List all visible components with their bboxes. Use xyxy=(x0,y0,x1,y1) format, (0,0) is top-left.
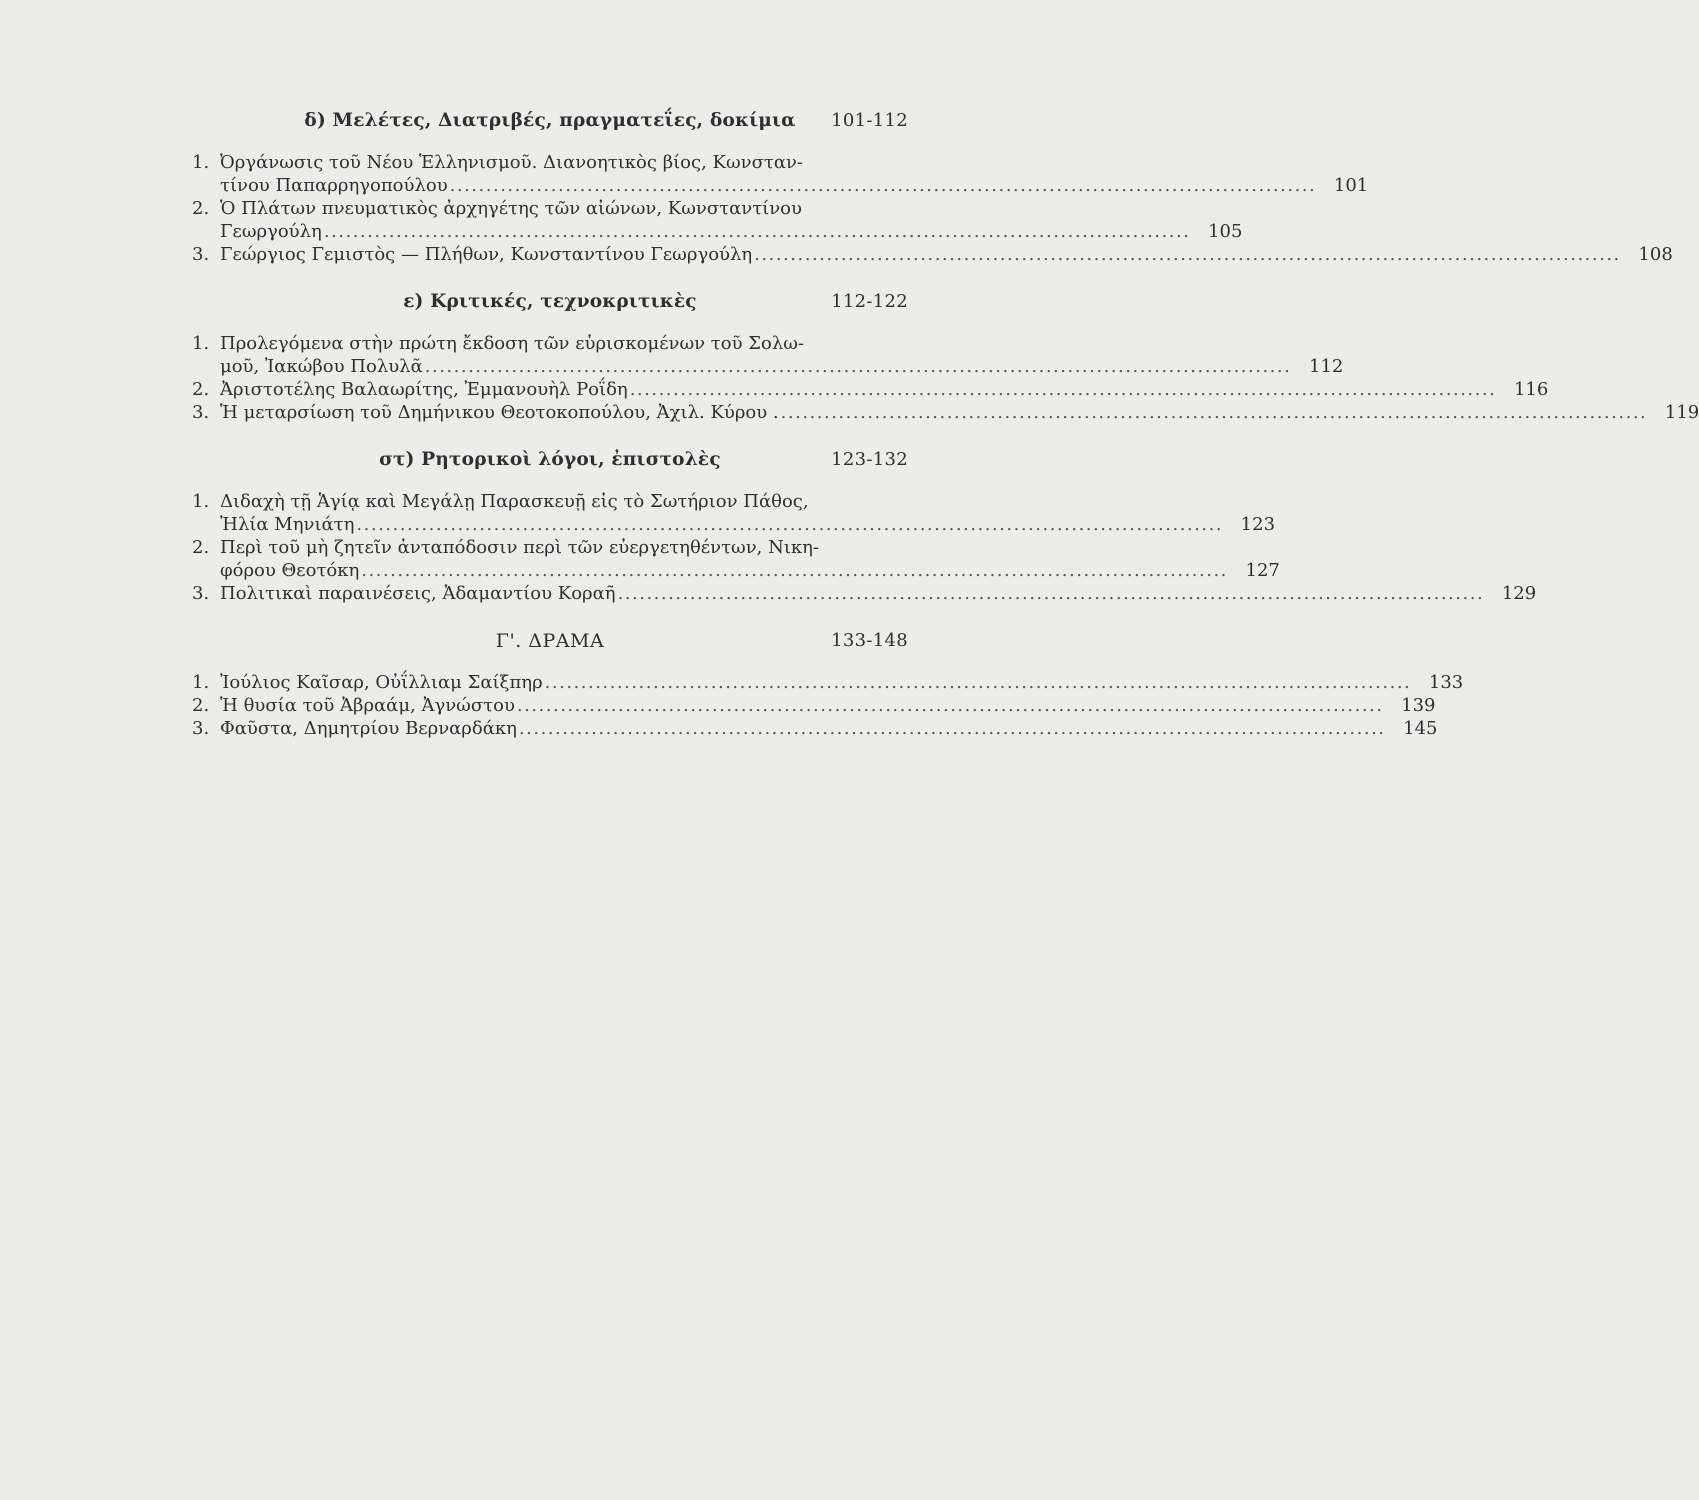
dot-leader: ........................................................................................................................ xyxy=(424,356,1292,377)
entry-number: 1. xyxy=(192,333,210,354)
toc-entry xyxy=(192,243,1673,266)
entry-page-number: 116 xyxy=(1513,379,1549,400)
entry-title-end: Ἀριστοτέλης Βαλαωρίτης, Ἐμμανουὴλ Ροΐδη xyxy=(220,379,628,400)
entry-number: 3. xyxy=(192,402,210,423)
entry-title-end: Φαῦστα, Δημητρίου Βερναρδάκη xyxy=(220,718,517,739)
dot-leader: ........................................................................................................................ xyxy=(617,583,1485,604)
toc-entry xyxy=(192,536,1280,582)
entry-title-end: Ἰούλιος Καῖσαρ, Οὐΐλλιαμ Σαίξπηρ xyxy=(220,672,543,693)
dot-leader: ........................................................................................................................ xyxy=(629,379,1497,400)
entry-number: 3. xyxy=(192,583,210,604)
entry-number: 1. xyxy=(192,491,210,512)
entry-title-end: μοῦ, Ἰακώβου Πολυλᾶ xyxy=(220,356,423,377)
entry-title-line: Διδαχὴ τῇ Ἁγίᾳ καὶ Μεγάλῃ Παρασκευῇ εἰς τὸ Σωτήριον Πάθος, xyxy=(220,491,809,512)
toc-entry xyxy=(192,401,1699,424)
section-header xyxy=(192,444,908,476)
dot-leader: ........................................................................................................................ xyxy=(516,695,1384,716)
entry-page-number: 127 xyxy=(1245,560,1280,581)
section-header xyxy=(192,625,908,657)
toc-entry xyxy=(192,332,1344,378)
table-of-contents xyxy=(192,105,1699,760)
section-header xyxy=(192,286,908,318)
section-title: ε) Κριτικές, τεχνοκριτικὲς xyxy=(403,291,697,312)
entry-title-line: Περὶ τοῦ μὴ ζητεῖν ἀνταπόδοσιν περὶ τῶν εὐεργετηθέντων, Νικη- xyxy=(220,537,820,558)
entry-title-line: Ὀργάνωσις τοῦ Νέου Ἑλληνισμοῦ. Διανοητικὸς βίος, Κωνσταν- xyxy=(220,152,804,173)
entry-page-number: 133 xyxy=(1428,672,1464,693)
entry-title-line: Προλεγόμενα στὴν πρώτη ἔκδοση τῶν εὑρισκομένων τοῦ Σολω- xyxy=(220,333,804,354)
entry-title-end: Ἡ θυσία τοῦ Ἀβραάμ, Ἀγνώστου xyxy=(220,695,515,716)
toc-entry xyxy=(192,151,1369,197)
section-title: δ) Μελέτες, Διατριβές, πραγματεΐες, δοκίμια xyxy=(304,110,796,131)
section-header xyxy=(192,105,908,137)
entry-number: 3. xyxy=(192,718,210,739)
entry-page-number: 139 xyxy=(1401,695,1436,716)
dot-leader: ........................................................................................................................ xyxy=(780,402,1648,423)
toc-section xyxy=(192,286,1699,424)
dot-leader: ........................................................................................................................ xyxy=(754,244,1621,265)
dot-leader: ........................................................................................................................ xyxy=(323,221,1191,242)
dot-leader: ........................................................................................................................ xyxy=(361,560,1228,581)
toc-entry xyxy=(192,582,1537,605)
toc-entry xyxy=(192,694,1436,717)
toc-entry xyxy=(192,671,1464,694)
section-page-range: 112-122 xyxy=(831,291,908,312)
section-title: Γ'. ΔΡΑΜΑ xyxy=(495,630,605,652)
entry-page-number: 145 xyxy=(1403,718,1438,739)
entry-number: 2. xyxy=(192,537,210,558)
entry-number: 2. xyxy=(192,695,210,716)
section-page-range: 101-112 xyxy=(831,110,908,131)
dot-leader: ........................................................................................................................ xyxy=(544,672,1412,693)
entry-page-number: 119 xyxy=(1664,402,1699,423)
section-page-range: 123-132 xyxy=(831,449,908,470)
entry-number: 2. xyxy=(192,198,210,219)
entry-title-end: Πολιτικαὶ παραινέσεις, Ἀδαμαντίου Κοραῆ xyxy=(220,583,616,604)
toc-entry xyxy=(192,717,1438,740)
entry-number: 1. xyxy=(192,672,210,693)
toc-entry xyxy=(192,490,1276,536)
toc-entry xyxy=(192,197,1243,243)
toc-section xyxy=(192,625,1464,740)
entry-title-end: τίνου Παπαρρηγοπούλου xyxy=(220,175,448,196)
entry-title-end: φόρου Θεοτόκη xyxy=(220,560,360,581)
entry-title-end: Ἡ μεταρσίωση τοῦ Δημήνικου Θεοτοκοπούλου, Ἀχιλ. Κύρου . xyxy=(220,402,779,423)
entry-page-number: 123 xyxy=(1240,514,1276,535)
entry-number: 1. xyxy=(192,152,210,173)
entry-page-number: 112 xyxy=(1309,356,1344,377)
toc-section xyxy=(192,444,1537,605)
dot-leader: ........................................................................................................................ xyxy=(356,514,1224,535)
entry-title-end: Γεώργιος Γεμιστὸς — Πλήθων, Κωνσταντίνου Γεωργούλη xyxy=(220,244,753,265)
entry-page-number: 101 xyxy=(1333,175,1369,196)
entry-title-end: Ἠλία Μηνιάτη xyxy=(220,514,355,535)
entry-page-number: 105 xyxy=(1208,221,1243,242)
entry-title-line: Ὁ Πλάτων πνευματικὸς ἀρχηγέτης τῶν αἰώνων, Κωνσταντίνου xyxy=(220,198,802,219)
section-title: στ) Ρητορικοὶ λόγοι, ἐπιστολὲς xyxy=(379,449,721,470)
toc-entry xyxy=(192,378,1549,401)
dot-leader: ........................................................................................................................ xyxy=(518,718,1386,739)
entry-page-number: 108 xyxy=(1638,244,1673,265)
dot-leader: ........................................................................................................................ xyxy=(449,175,1317,196)
entry-number: 2. xyxy=(192,379,210,400)
entry-number: 3. xyxy=(192,244,210,265)
entry-page-number: 129 xyxy=(1501,583,1537,604)
section-page-range: 133-148 xyxy=(831,630,908,651)
toc-section xyxy=(192,105,1673,266)
entry-title-end: Γεωργούλη xyxy=(220,221,322,242)
